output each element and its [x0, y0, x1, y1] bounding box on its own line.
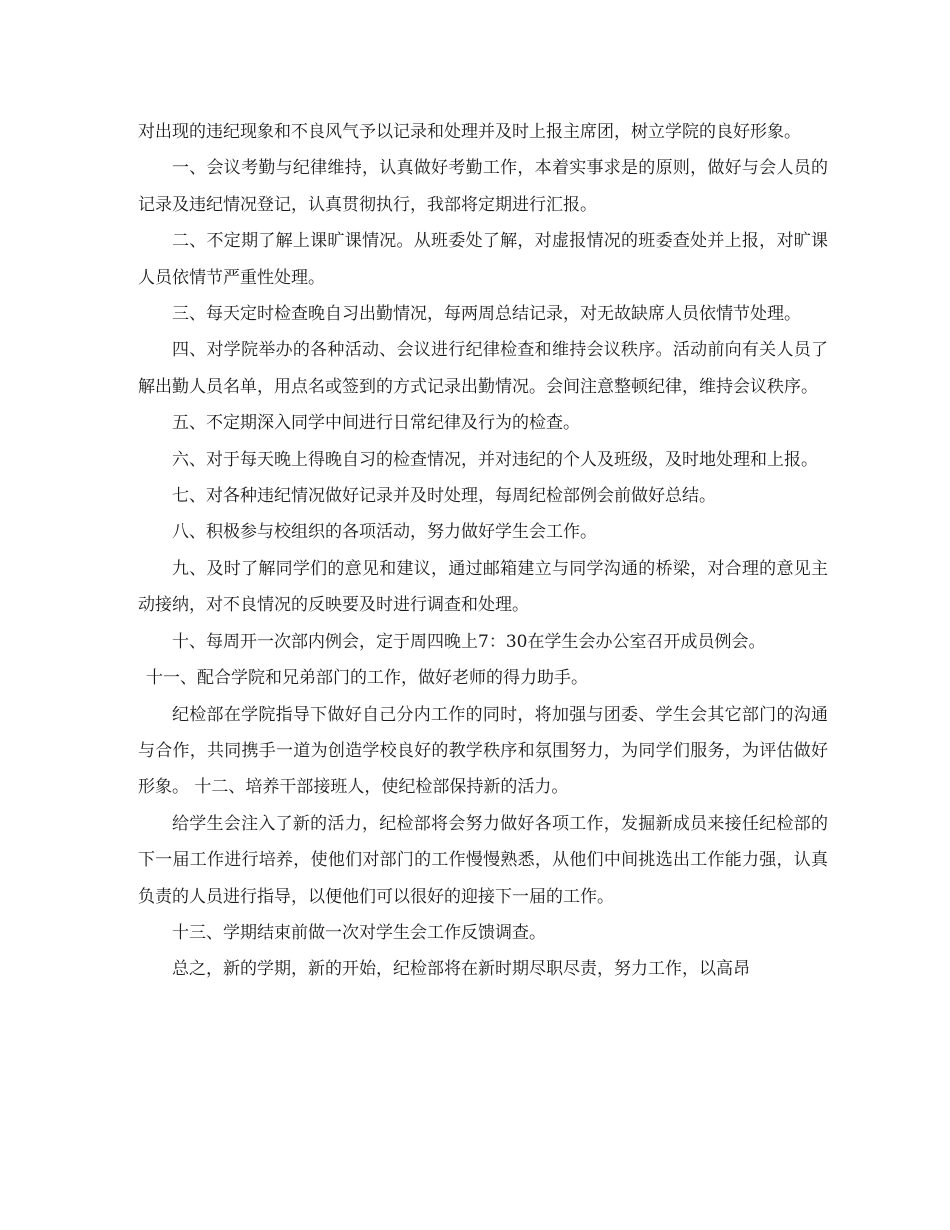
- paragraph-item-1-meeting-attendance: 一、会议考勤与纪律维持，认真做好考勤工作，本着实事求是的原则，做好与会人员的记录及违纪情况登记，认真贯彻执行，我部将定期进行汇报。: [138, 158, 828, 215]
- paragraph-item-11-cooperation: 十一、配合学院和兄弟部门的工作，做好老师的得力助手。: [146, 668, 588, 689]
- paragraph-item-5-daily-inspection: 五、不定期深入同学中间进行日常纪律及行为的检查。: [172, 413, 580, 434]
- paragraph-item-7-records: 七、对各种违纪情况做好记录并及时处理，每周纪检部例会前做好总结。: [172, 486, 716, 507]
- paragraph-item-10-weekly-meeting: 十、每周开一次部内例会，定于周四晚上7：30在学生会办公室召开成员例会。: [172, 631, 766, 652]
- paragraph-item-9-feedback: 九、及时了解同学们的意见和建议，通过邮箱建立与同学沟通的桥梁，对合理的意见主动接纳，对不良情况的反映要及时进行调查和处理。: [138, 558, 828, 616]
- document-body: [138, 114, 828, 988]
- paragraph-item-6-evening-check: 六、对于每天晚上得晚自习的检查情况，并对违纪的个人及班级，及时地处理和上报。: [172, 449, 818, 470]
- paragraph-conclusion: 总之，新的学期，新的开始，纪检部将在新时期尽职尽责，努力工作，以高昂: [172, 959, 750, 980]
- paragraph-item-12-successors: 纪检部在学院指导下做好自己分内工作的同时，将加强与团委、学生会其它部门的沟通与合作，共同携手一道为创造学校良好的教学秩序和氛围努力，为同学们服务，为评估做好形象。 十二、培养干部接班人，使纪检部保持新的活力。: [138, 704, 828, 798]
- paragraph-item-3-evening-study: 三、每天定时检查晚自习出勤情况，每两周总结记录，对无故缺席人员依情节处理。: [172, 304, 801, 325]
- paragraph-item-8-participation: 八、积极参与校组织的各项活动，努力做好学生会工作。: [172, 522, 597, 543]
- paragraph-new-vitality: 给学生会注入了新的活力，纪检部将会努力做好各项工作，发掘新成员来接任纪检部的下一届工作进行培养，使他们对部门的工作慢慢熟悉，从他们中间挑选出工作能力强，认真负责的人员进行指导，以便他们可以很好的迎接下一届的工作。: [138, 813, 828, 907]
- paragraph-continuation: 对出现的违纪现象和不良风气予以记录和处理并及时上报主席团，树立学院的良好形象。: [138, 122, 801, 142]
- paragraph-item-13-survey: 十三、学期结束前做一次对学生会工作反馈调查。: [172, 922, 546, 943]
- paragraph-item-2-class-absence: 二、不定期了解上课旷课情况。从班委处了解，对虚报情况的班委查处并上报，对旷课人员依情节严重性处理。: [138, 231, 828, 288]
- paragraph-item-4-activity-discipline: 四、对学院举办的各种活动、会议进行纪律检查和维持会议秩序。活动前向有关人员了解出勤人员名单，用点名或签到的方式记录出勤情况。会间注意整顿纪律，维持会议秩序。: [138, 340, 828, 397]
